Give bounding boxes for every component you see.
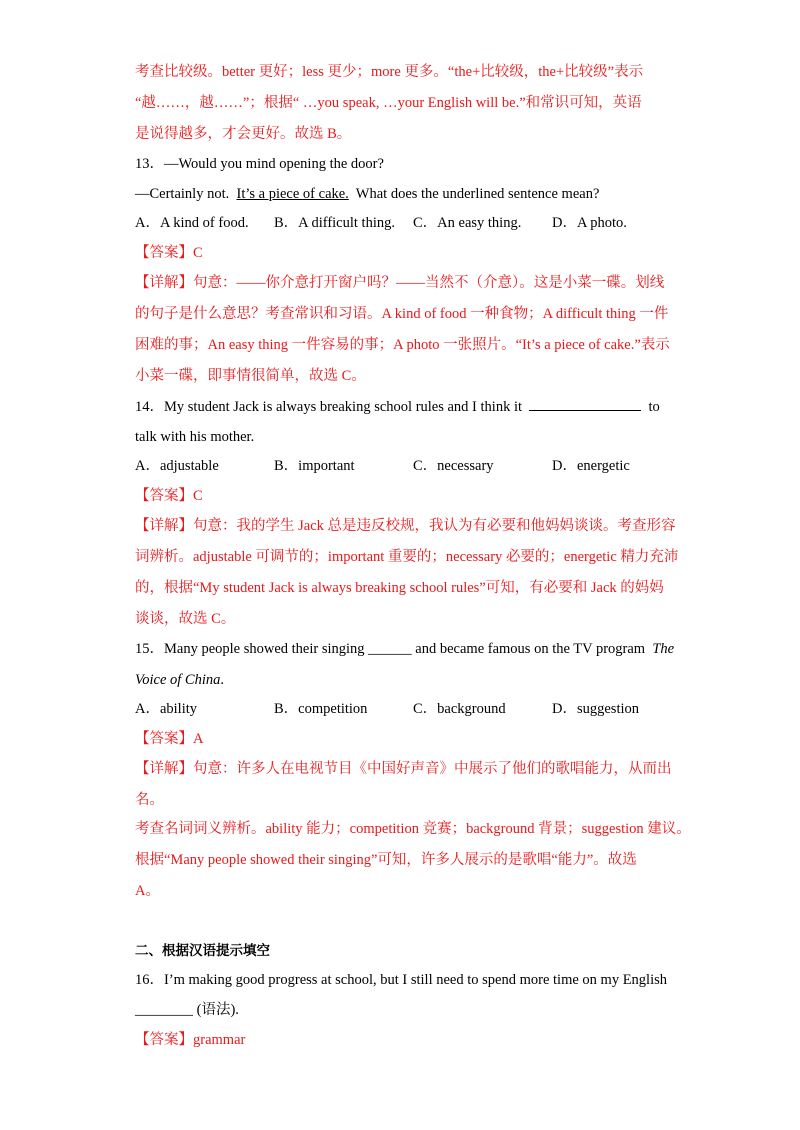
q13-detail-line4: 小菜一碟，即事情很简单，故选 C。 — [135, 368, 366, 384]
q13-option-d: D．A photo. — [552, 215, 627, 231]
q13-option-c: C．An easy thing. — [413, 215, 522, 231]
q13-option-b: B．A difficult thing. — [274, 215, 395, 231]
q15-detail-line3: 考查名词词义辨析。ability 能力；competition 竞赛；background 背景；suggestion 建议。 — [135, 821, 691, 837]
q13-detail-line2: 的句子是什么意思？考查常识和习语。A kind of food 一种食物；A difficult thing 一件 — [135, 306, 669, 322]
q14-detail-line1: 【详解】句意：我的学生 Jack 总是违反校规，我认为有必要和他妈妈谈谈。考查形容 — [135, 518, 676, 534]
q16-question-line1: 16．I’m making good progress at school, but I still need to spend more time on my English — [135, 972, 667, 988]
q14-option-a: A．adjustable — [135, 458, 219, 474]
q15-line2-post: . — [220, 672, 225, 688]
q12-explanation-line2: “越……，越……”；根据“ …you speak, …your English will be.”和常识可知，英语 — [135, 95, 642, 111]
q13-option-a: A．A kind of food. — [135, 215, 249, 231]
q13-detail-line1: 【详解】句意：——你介意打开窗户吗？——当然不（介意）。这是小菜一碟。划线 — [135, 275, 665, 291]
q14-option-b: B．important — [274, 458, 355, 474]
q15-detail-line5: A。 — [135, 883, 160, 899]
q13-answer: 【答案】C — [135, 245, 203, 261]
q14-option-d: D．energetic — [552, 458, 630, 474]
section2-heading: 二、根据汉语提示填空 — [135, 943, 270, 959]
q14-answer: 【答案】C — [135, 488, 203, 504]
q15-option-d: D．suggestion — [552, 701, 639, 717]
q14-line1-pre: 14．My student Jack is always breaking school rules and I think it — [135, 399, 530, 415]
q12-explanation-line3: 是说得越多，才会更好。故选 B。 — [135, 126, 352, 142]
q14-question-line2: talk with his mother. — [135, 429, 255, 445]
q15-question-line1 — [135, 639, 674, 659]
q14-line1-post: to — [641, 399, 660, 415]
q15-option-b: B．competition — [274, 701, 368, 717]
q14-detail-line2: 词辨析。adjustable 可调节的；important 重要的；necessary 必要的；energetic 精力充沛 — [135, 549, 679, 565]
q15-line1: 15．Many people showed their singing ______ and became famous on the TV program — [135, 641, 653, 657]
q15-detail-line4: 根据“Many people showed their singing”可知，许多人展示的是歌唱“能力”。故选 — [135, 852, 637, 868]
q13-question-line2 — [135, 184, 599, 204]
q15-detail-line2: 名。 — [135, 792, 164, 808]
q14-detail-line3: 的，根据“My student Jack is always breaking school rules”可知，有必要和 Jack 的妈妈 — [135, 580, 664, 596]
q15-program-title-part2: Voice of China — [135, 672, 221, 688]
q12-explanation-line1: 考查比较级。better 更好；less 更少；more 更多。“the+比较级，the+比较级”表示 — [135, 64, 644, 80]
q13-line2-pre: —Certainly not. — [135, 186, 237, 202]
q16-answer: 【答案】grammar — [135, 1032, 246, 1048]
q13-underlined-sentence: It’s a piece of cake. — [236, 186, 349, 202]
q14-question-line1 — [135, 396, 660, 417]
q16-question-line2: ________ (语法). — [135, 1002, 239, 1018]
q13-line2-post: What does the underlined sentence mean? — [348, 186, 600, 202]
q15-answer: 【答案】A — [135, 731, 204, 747]
q13-detail-line3: 困难的事；An easy thing 一件容易的事；A photo 一张照片。“It’s a piece of cake.”表示 — [135, 337, 670, 353]
q13-question-line1: 13．—Would you mind opening the door? — [135, 156, 384, 172]
q15-option-c: C．background — [413, 701, 506, 717]
q15-option-a: A．ability — [135, 701, 198, 717]
q14-blank — [529, 396, 641, 411]
q15-program-title-part1: The — [652, 641, 675, 657]
q14-option-c: C．necessary — [413, 458, 494, 474]
q15-question-line2 — [135, 670, 224, 690]
q15-detail-line1: 【详解】句意：许多人在电视节目《中国好声音》中展示了他们的歌唱能力，从而出 — [135, 761, 672, 777]
q14-detail-line4: 谈谈，故选 C。 — [135, 611, 236, 627]
